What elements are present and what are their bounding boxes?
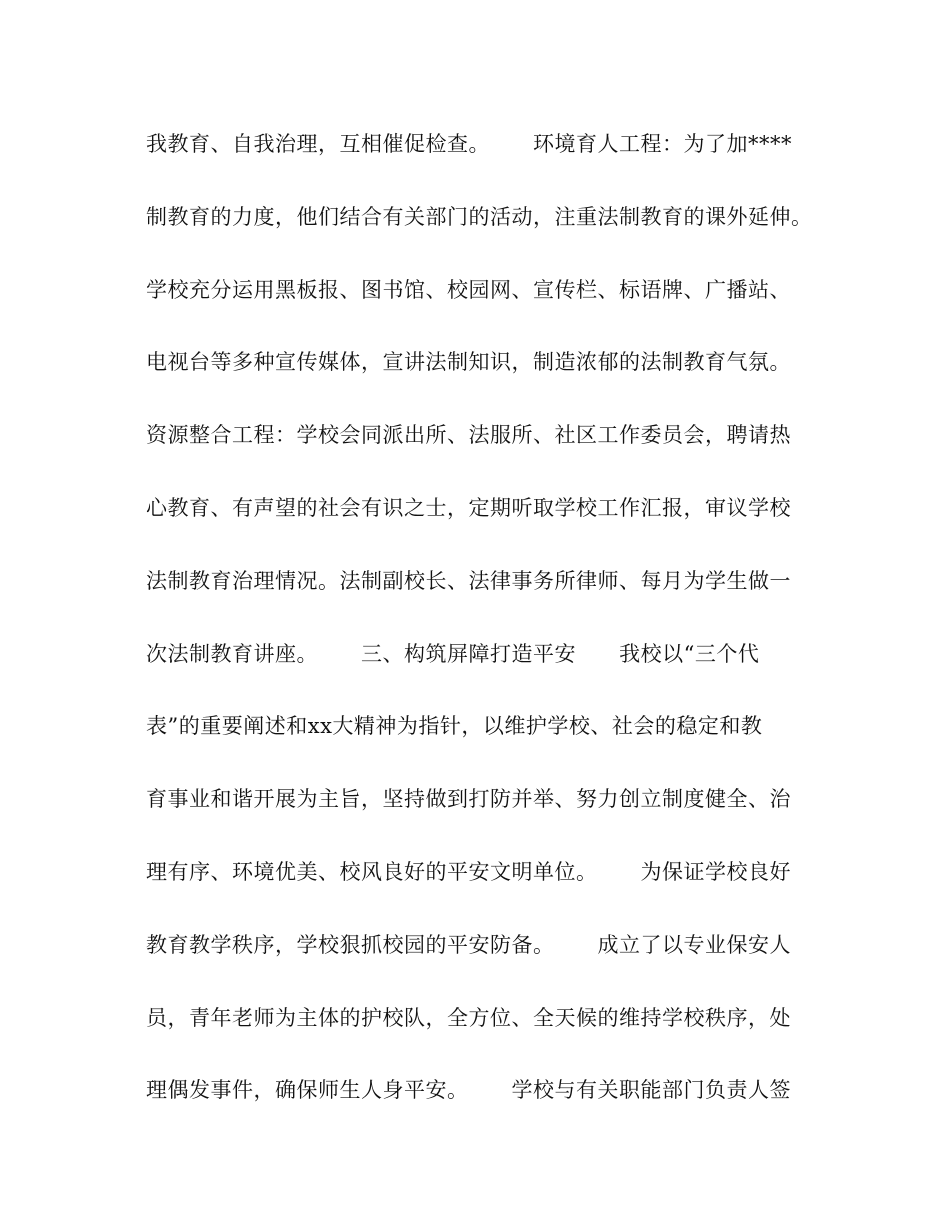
text-line: 次法制教育讲座。 三、构筑屏障打造平安 我校以“三个代: [146, 641, 760, 666]
text-line: 表”的重要阐述和xx大精神为指针，以维护学校、社会的稳定和教: [146, 714, 763, 739]
text-line: 理偶发事件，确保师生人身平安。 学校与有关职能部门负责人签: [146, 1078, 792, 1103]
text-line: 学校充分运用黑板报、图书馆、校园网、宣传栏、标语牌、广播站、: [146, 277, 791, 302]
text-line: 员，青年老师为主体的护校队，全方位、全天候的维持学校秩序，处: [146, 1005, 791, 1030]
text-line: 心教育、有声望的社会有识之士，定期听取学校工作汇报，审议学校: [146, 495, 791, 520]
text-line: 我教育、自我治理，互相催促检查。 环境育人工程：为了加****: [146, 132, 793, 156]
body-text: [146, 122, 846, 1141]
text-line: 育事业和谐开展为主旨，坚持做到打防并举、努力创立制度健全、治: [146, 787, 791, 812]
text-line: 理有序、环境优美、校风良好的平安文明单位。 为保证学校良好: [146, 859, 792, 884]
text-line: 制教育的力度，他们结合有关部门的活动，注重法制教育的课外延伸。: [146, 204, 813, 229]
text-line: 资源整合工程：学校会同派出所、法服所、社区工作委员会，聘请热: [146, 423, 791, 448]
text-line: 法制教育治理情况。法制副校长、法律事务所律师、每月为学生做一: [146, 568, 791, 593]
text-line: 电视台等多种宣传媒体，宣讲法制知识，制造浓郁的法制教育气氛。: [146, 350, 791, 375]
text-line: 教育教学秩序，学校狠抓校园的平安防备。 成立了以专业保安人: [146, 932, 792, 957]
